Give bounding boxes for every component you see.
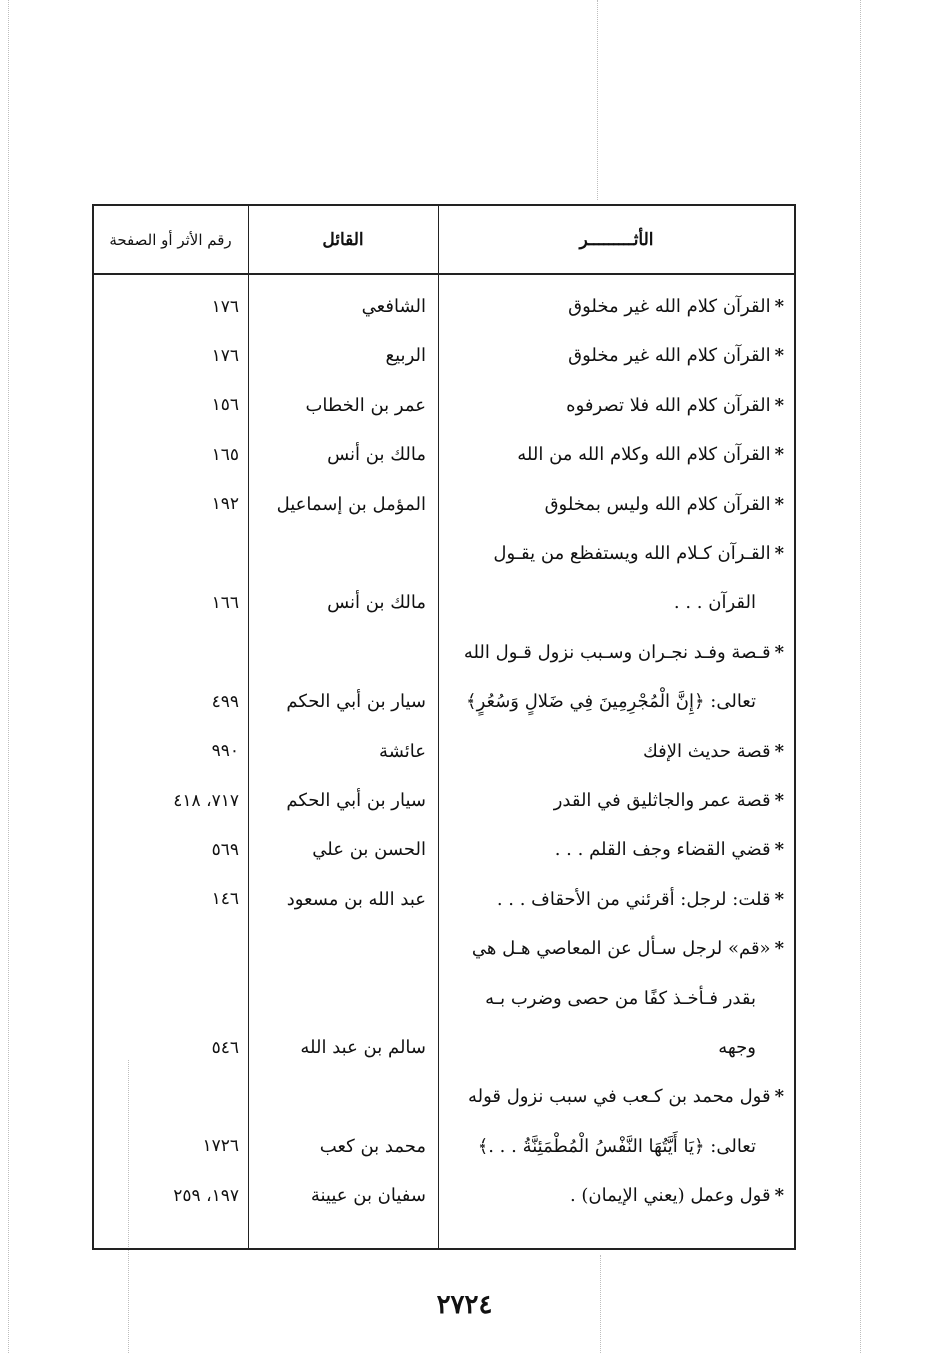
reference-number xyxy=(99,1072,239,1121)
athar-text xyxy=(415,578,784,627)
athar-text xyxy=(415,677,784,726)
index-table xyxy=(92,204,796,1250)
table-row xyxy=(94,331,794,380)
speaker-name xyxy=(251,1072,426,1121)
page-number: ٢٧٢٤ xyxy=(436,1290,493,1320)
speaker-name: الحسن بن علي xyxy=(312,839,426,861)
table-row xyxy=(94,480,794,529)
table-row xyxy=(94,578,794,627)
reference-number xyxy=(99,924,239,973)
table-row xyxy=(94,974,794,1023)
speaker-name: مالك بن أنس xyxy=(327,444,426,466)
bullet-star: * xyxy=(774,1185,784,1207)
reference-number: ٧١٧، ٤١٨ xyxy=(173,790,239,811)
speaker-name: سفيان بن عيينة xyxy=(310,1185,426,1207)
reference-number xyxy=(99,529,239,578)
table-row xyxy=(94,529,794,578)
bullet-star: * xyxy=(774,345,784,367)
athar-text xyxy=(439,727,784,776)
header-athar: الأثـــــــــر xyxy=(579,229,654,250)
table-row xyxy=(94,1122,794,1171)
athar-text xyxy=(439,282,784,331)
athar-label: قصة حديث الإفك xyxy=(642,740,771,762)
bullet-star: * xyxy=(774,641,784,663)
table-row xyxy=(94,727,794,776)
bullet-star: * xyxy=(774,938,784,960)
athar-text xyxy=(439,628,784,677)
header-reference: رقم الأثر أو الصفحة xyxy=(109,230,232,249)
athar-text xyxy=(439,1171,784,1220)
reference-number: ١٩٧، ٢٥٩ xyxy=(173,1185,239,1206)
athar-text xyxy=(439,480,784,529)
speaker-name: سيار بن أبي الحكم xyxy=(286,691,426,713)
scan-guide-left xyxy=(8,0,9,1353)
table-row xyxy=(94,1171,794,1220)
athar-text xyxy=(439,776,784,825)
athar-label: بقدر فـأخـذ كفًا من حصى وضرب بـه xyxy=(485,987,756,1009)
athar-label: القرآن كلام الله وليس بمخلوق xyxy=(544,493,771,515)
speaker-name: الربيع xyxy=(385,345,426,367)
bullet-star: * xyxy=(774,1086,784,1108)
athar-label: القرآن كلام الله غير مخلوق xyxy=(568,296,771,317)
reference-number: ١٦٥ xyxy=(211,444,239,465)
athar-label: تعالى: ﴿إِنَّ الْمُجْرِمِينَ فِي ضَلالٍ وَسُعُرٍ﴾ xyxy=(466,691,756,713)
athar-text xyxy=(439,875,784,924)
athar-label: القرآن كلام الله غير مخلوق xyxy=(568,345,771,367)
athar-text xyxy=(415,1023,784,1072)
athar-text xyxy=(415,974,784,1023)
reference-number: ٩٩٠ xyxy=(211,741,239,762)
table-row xyxy=(94,924,794,973)
athar-label: القرآن . . . xyxy=(673,592,756,614)
speaker-name: المؤمل بن إسماعيل xyxy=(276,493,426,515)
bullet-star: * xyxy=(774,296,784,317)
reference-number: ١٧٢٦ xyxy=(202,1136,239,1157)
athar-text xyxy=(439,430,784,479)
speaker-name: عائشة xyxy=(379,740,426,762)
athar-label: قلت: لرجل: أقرئني من الأحقاف . . . xyxy=(496,888,771,910)
speaker-name xyxy=(251,974,426,1023)
speaker-name xyxy=(251,529,426,578)
speaker-name xyxy=(251,924,426,973)
reference-number: ١٩٢ xyxy=(211,494,239,515)
bullet-star: * xyxy=(774,543,784,564)
reference-number: ١٤٦ xyxy=(211,889,239,910)
speaker-name xyxy=(251,628,426,677)
table-row xyxy=(94,1072,794,1121)
bullet-star: * xyxy=(774,839,784,861)
athar-text xyxy=(439,924,784,973)
reference-number xyxy=(99,628,239,677)
athar-label: القـرآن كـلام الله ويستفظع من يقـول xyxy=(493,543,771,564)
table-row xyxy=(94,430,794,479)
bullet-star: * xyxy=(774,888,784,910)
athar-text xyxy=(439,331,784,380)
athar-text xyxy=(439,381,784,430)
athar-label: قضي القضاء وجف القلم . . . xyxy=(554,839,771,861)
reference-number: ٥٤٦ xyxy=(211,1037,239,1058)
header-speaker: القائل xyxy=(322,229,364,250)
bullet-star: * xyxy=(774,740,784,762)
athar-label: قصة عمر والجاثليق في القدر xyxy=(553,790,771,811)
reference-number: ١٦٦ xyxy=(211,592,239,613)
bullet-star: * xyxy=(774,790,784,811)
athar-text xyxy=(439,825,784,874)
header-divider xyxy=(94,273,794,275)
athar-label: وجهه xyxy=(718,1037,756,1058)
reference-number: ١٧٦ xyxy=(211,345,239,366)
athar-label: تعالى: ﴿يَا أَيَّتُهَا النَّفْسُ الْمُطْمَئِنَّةُ . . .﴾ xyxy=(477,1135,756,1157)
reference-number: ١٥٦ xyxy=(211,395,239,416)
reference-number: ١٧٦ xyxy=(211,296,239,317)
bullet-star: * xyxy=(774,394,784,416)
scan-guide-top xyxy=(597,0,598,200)
reference-number: ٤٩٩ xyxy=(211,691,239,712)
athar-text xyxy=(415,1122,784,1171)
table-row xyxy=(94,825,794,874)
speaker-name: الشافعي xyxy=(361,296,426,317)
table-row xyxy=(94,1023,794,1072)
athar-label: القرآن كلام الله فلا تصرفوه xyxy=(566,394,771,416)
table-row xyxy=(94,381,794,430)
athar-label: «قم» لرجل سـأل عن المعاصي هـل هي xyxy=(471,938,771,960)
bullet-star: * xyxy=(774,444,784,466)
speaker-name: سالم بن عبد الله xyxy=(300,1037,426,1058)
athar-label: قول وعمل (يعني الإيمان) . xyxy=(569,1185,771,1207)
speaker-name: مالك بن أنس xyxy=(327,592,426,614)
speaker-name: عمر بن الخطاب xyxy=(305,394,426,416)
table-row xyxy=(94,875,794,924)
bullet-star: * xyxy=(774,493,784,515)
table-row xyxy=(94,776,794,825)
athar-label: قـصة وفـد نجـران وسـبب نزول قـول الله xyxy=(463,641,771,663)
reference-number: ٥٦٩ xyxy=(211,839,239,860)
speaker-name: محمد بن كعب xyxy=(319,1135,426,1157)
speaker-name: عبد الله بن مسعود xyxy=(286,888,426,910)
scan-guide-right xyxy=(860,0,861,1353)
speaker-name: سيار بن أبي الحكم xyxy=(286,790,426,811)
athar-label: القرآن كلام الله وكلام الله من الله xyxy=(517,444,771,466)
table-row xyxy=(94,677,794,726)
reference-number xyxy=(99,974,239,1023)
table-row xyxy=(94,282,794,331)
table-row xyxy=(94,628,794,677)
athar-text xyxy=(439,529,784,578)
athar-label: قول محمد بن كـعب في سبب نزول قوله xyxy=(467,1086,771,1108)
athar-text xyxy=(439,1072,784,1121)
